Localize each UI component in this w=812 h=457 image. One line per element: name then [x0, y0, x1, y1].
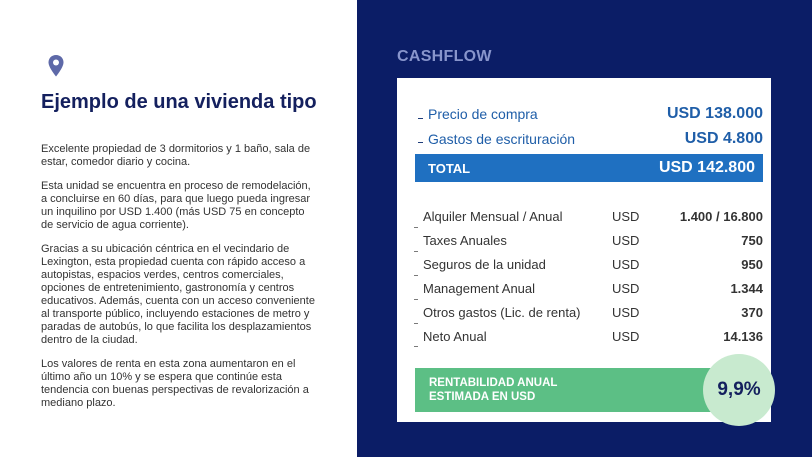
line-item-value: 750	[741, 233, 763, 248]
cashflow-line-item	[423, 206, 763, 226]
annual-return-label: RENTABILIDAD ANUAL ESTIMADA EN USD	[429, 377, 558, 403]
line-item-label: Alquiler Mensual / Anual	[423, 209, 563, 224]
description-paragraph: Los valores de renta en esta zona aumentaron en el último año un 10% y se espera que continúe esta tendencia con buenas perspectivas de revalorización a mediano plazo.	[41, 358, 309, 409]
line-item-value: 14.136	[723, 329, 763, 344]
line-item-currency: USD	[612, 329, 640, 344]
description-paragraph: Excelente propiedad de 3 dormitorios y 1 baño, sala de estar, comedor diario y cocina.	[41, 143, 311, 168]
line-item-value: 1.344	[730, 281, 763, 296]
line-item-label: Otros gastos (Lic. de renta)	[423, 305, 581, 320]
total-row	[415, 154, 763, 182]
line-item-label: Management Anual	[423, 281, 536, 296]
line-item-value: 950	[741, 257, 763, 272]
cashflow-heading: CASHFLOW	[397, 48, 492, 65]
line-item-label: Neto Anual	[423, 329, 487, 344]
location-pin-icon	[47, 54, 65, 78]
bullet-tick	[414, 251, 418, 252]
line-item-label: Seguros de la unidad	[423, 257, 546, 272]
line-item-value: 1.400 / 16.800	[679, 209, 763, 224]
annual-return-value: 9,9%	[717, 379, 761, 400]
property-panel	[0, 0, 357, 457]
total-label: TOTAL	[428, 160, 471, 176]
total-value: USD 142.800	[658, 159, 755, 176]
property-description	[41, 143, 316, 421]
line-item-currency: USD	[612, 233, 640, 248]
bullet-tick	[418, 118, 423, 119]
description-paragraph: Gracias a su ubicación céntrica en el vecindario de Lexington, esta propiedad cuenta con rápido acceso a autopistas, espacios verdes, centros comerciales, opciones de entretenimiento, gastronomía y centros educativos. Además, cuenta con un acceso conveniente al transporte público, incluyendo estaciones de metro y paradas de autobús, lo que facilita los desplazamientos dentro de la ciudad.	[41, 243, 315, 346]
line-item-currency: USD	[612, 305, 640, 320]
description-paragraph: Esta unidad se encuentra en proceso de remodelación, a concluirse en 60 días, para que luego pueda ingresar un inquilino por USD 1.400 (más USD 75 en concepto de servicio de agua corriente).	[41, 180, 311, 231]
line-item-currency: USD	[612, 257, 640, 272]
page-title: Ejemplo de una vivienda tipo	[41, 91, 317, 113]
purchase-row	[428, 129, 763, 149]
bullet-tick	[414, 346, 418, 347]
bullet-tick	[418, 142, 423, 143]
bullet-tick	[414, 275, 418, 276]
cashflow-line-item	[423, 254, 763, 274]
bullet-tick	[414, 227, 418, 228]
line-item-value: 370	[741, 305, 763, 320]
cashflow-panel	[357, 0, 812, 457]
annual-return-banner	[415, 368, 763, 412]
line-item-currency: USD	[612, 281, 640, 296]
annual-return-badge	[703, 354, 775, 426]
bullet-tick	[414, 299, 418, 300]
purchase-value: USD 4.800	[684, 130, 763, 147]
bullet-tick	[414, 323, 418, 324]
line-item-label: Taxes Anuales	[423, 233, 507, 248]
purchase-label: Precio de compra	[428, 106, 538, 122]
purchase-row	[428, 104, 763, 124]
cashflow-line-item	[423, 302, 763, 322]
purchase-label: Gastos de escrituración	[428, 131, 576, 147]
cashflow-line-item	[423, 278, 763, 298]
cashflow-card	[397, 78, 771, 422]
line-item-currency: USD	[612, 209, 640, 224]
purchase-value: USD 138.000	[666, 105, 763, 122]
cashflow-line-item	[423, 230, 763, 250]
cashflow-line-item	[423, 326, 763, 346]
